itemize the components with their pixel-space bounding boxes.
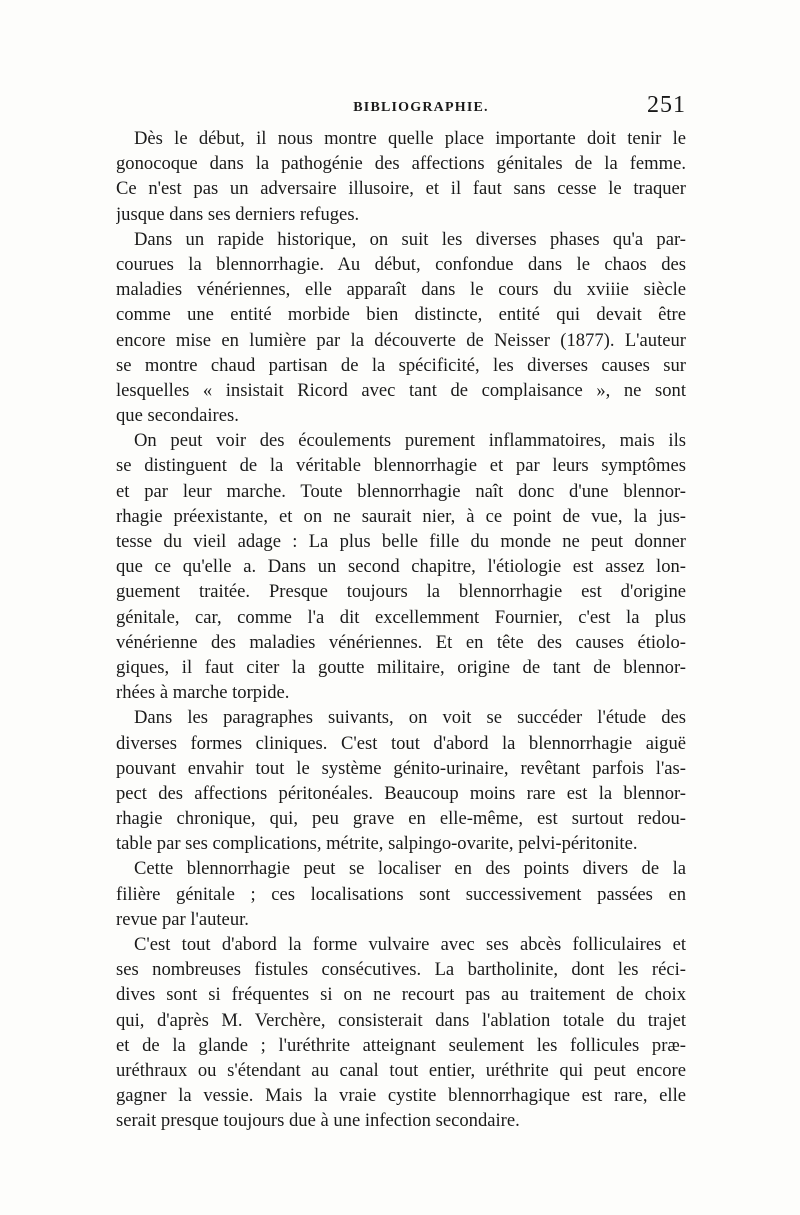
text-line: encore mise en lumière par la découverte de Neisser (1877). L'auteur — [116, 329, 686, 351]
paragraph — [116, 227, 686, 429]
text-line: rhées à marche torpide. — [116, 682, 290, 704]
paragraph — [116, 428, 686, 705]
text-line: vénérienne des maladies vénériennes. Et en tête des causes étiolo- — [116, 631, 686, 653]
text-line: que ce qu'elle a. Dans un second chapitre, l'étiologie est assez lon- — [116, 556, 686, 578]
text-line: se montre chaud partisan de la spécificité, les diverses causes sur — [116, 354, 686, 376]
page-number: 251 — [647, 92, 686, 118]
text-line: comme une entité morbide bien distincte, entité qui devait être — [116, 304, 686, 326]
text-line: rhagie chronique, qui, peu grave en elle-même, est surtout redou- — [116, 808, 686, 830]
text-line: tesse du vieil adage : La plus belle fille du monde ne peut donner — [116, 531, 686, 552]
text-line: dives sont si fréquentes si on ne recourt pas au traitement de choix — [116, 984, 686, 1006]
text-line: uréthraux ou s'étendant au canal tout entier, uréthrite qui peut encore — [116, 1059, 686, 1081]
text-line: Dès le début, il nous montre quelle place importante doit tenir le — [134, 128, 686, 149]
text-line: pouvant envahir tout le système génito-urinaire, revêtant parfois l'as- — [116, 757, 686, 779]
text-line: et de la glande ; l'uréthrite atteignant seulement les follicules præ- — [116, 1034, 686, 1056]
text-line: gonocoque dans la pathogénie des affections génitales de la femme. — [116, 153, 686, 175]
text-line: filière génitale ; ces localisations sont successivement passées en — [116, 883, 686, 905]
text-line: lesquelles « insistait Ricord avec tant de complaisance », ne sont — [116, 379, 686, 401]
body-text — [116, 126, 686, 1134]
running-head: BIBLIOGRAPHIE. — [353, 100, 489, 115]
text-line: Cette blennorrhagie peut se localiser en des points divers de la — [134, 858, 686, 880]
text-line: serait presque toujours due à une infection secondaire. — [116, 1110, 520, 1132]
text-line: jusque dans ses derniers refuges. — [116, 203, 360, 225]
text-line: guement traitée. Presque toujours la blennorrhagie est d'origine — [116, 581, 686, 603]
paragraph — [116, 932, 686, 1134]
text-line: revue par l'auteur. — [116, 908, 249, 930]
text-line: pect des affections péritonéales. Beaucoup moins rare est la blennor- — [116, 782, 686, 804]
text-line: Ce n'est pas un adversaire illusoire, et il faut sans cesse le traquer — [116, 178, 686, 200]
text-line: génitale, car, comme l'a dit excellemment Fournier, c'est la plus — [116, 606, 686, 628]
text-line: et par leur marche. Toute blennorrhagie naît donc d'une blennor- — [116, 480, 686, 502]
text-line: ses nombreuses fistules consécutives. La bartholinite, dont les réci- — [116, 959, 686, 981]
text-line: rhagie préexistante, et on ne saurait nier, à ce point de vue, la jus- — [116, 505, 686, 527]
text-line: giques, il faut citer la goutte militaire, origine de tant de blennor- — [116, 656, 686, 678]
text-line: se distinguent de la véritable blennorrhagie et par leurs symptômes — [116, 455, 686, 477]
text-line: Dans les paragraphes suivants, on voit se succéder l'étude des — [134, 707, 686, 729]
text-line: que secondaires. — [116, 405, 239, 427]
text-line: gagner la vessie. Mais la vraie cystite blennorrhagique est rare, elle — [116, 1085, 686, 1107]
text-line: maladies vénériennes, elle apparaît dans le cours du xviiie siècle — [116, 279, 686, 301]
text-line: courues la blennorrhagie. Au début, confondue dans le chaos des — [116, 253, 686, 275]
paragraph — [116, 705, 686, 856]
text-line: Dans un rapide historique, on suit les diverses phases qu'a par- — [134, 228, 686, 250]
page-header — [116, 92, 686, 124]
paragraph — [116, 126, 686, 227]
text-line: C'est tout d'abord la forme vulvaire avec ses abcès folliculaires et — [134, 934, 686, 955]
text-line: On peut voir des écoulements purement inflammatoires, mais ils — [134, 430, 686, 452]
text-line: qui, d'après M. Verchère, consisterait dans l'ablation totale du trajet — [116, 1009, 686, 1031]
paragraph — [116, 856, 686, 932]
text-line: table par ses complications, métrite, salpingo-ovarite, pelvi-péritonite. — [116, 833, 638, 855]
text-line: diverses formes cliniques. C'est tout d'abord la blennorrhagie aiguë — [116, 732, 686, 754]
